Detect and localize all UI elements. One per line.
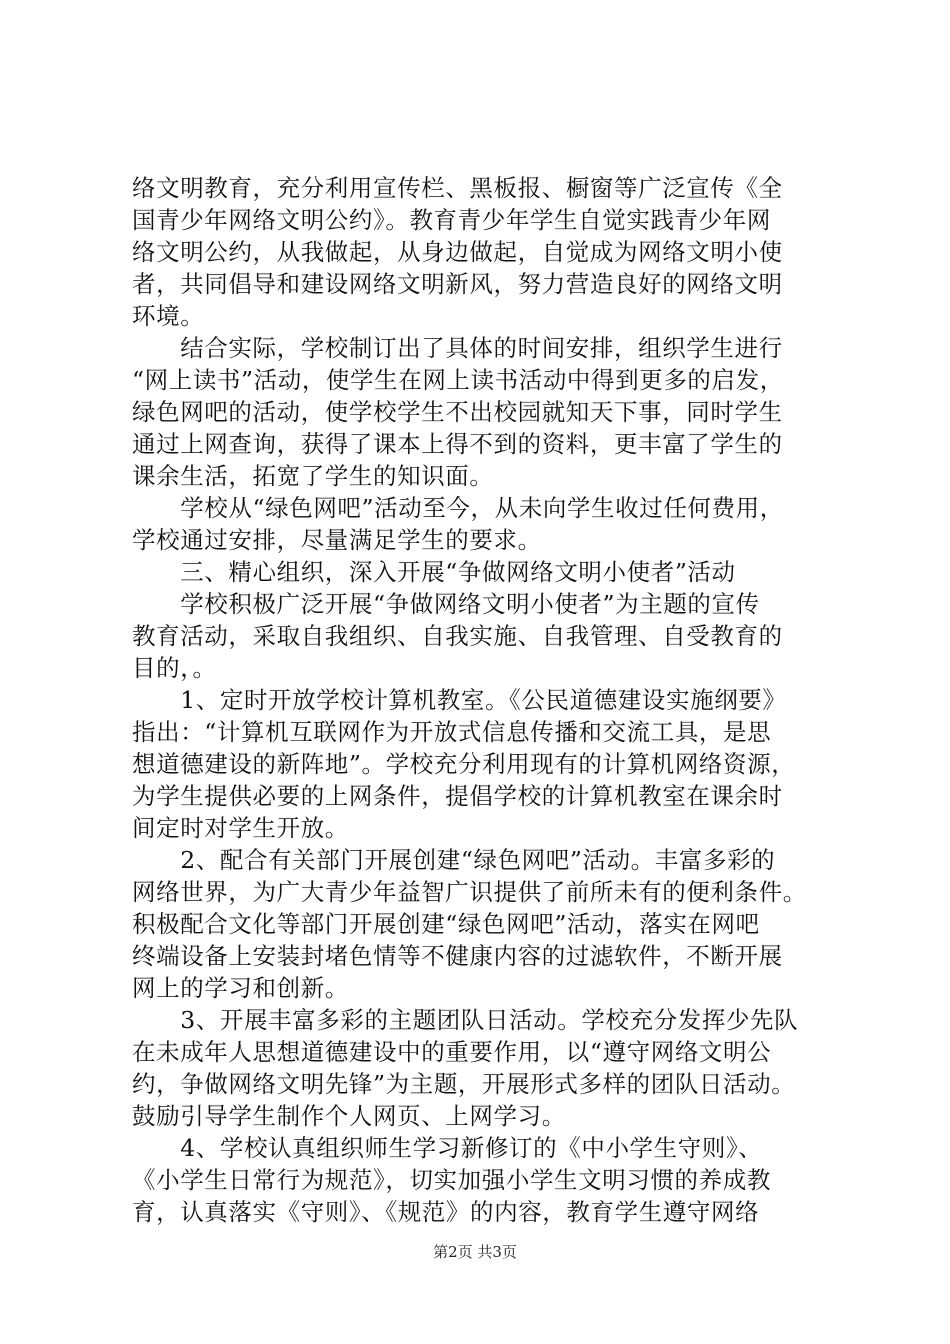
text-line: “网上读书”活动，使学生在网上读书活动中得到更多的启发， bbox=[132, 366, 784, 394]
text-line: 学校积极广泛开展“争做网络文明小使者”为主题的宣传 bbox=[132, 590, 760, 618]
text-line: 约，争做网络文明先锋”为主题，开展形式多样的团队日活动。 bbox=[132, 1070, 796, 1098]
text-line: 环境。 bbox=[132, 302, 205, 330]
text-line: 学校通过安排，尽量满足学生的要求。 bbox=[132, 526, 542, 554]
text-line: 学校从“绿色网吧”活动至今，从未向学生收过任何费用， bbox=[132, 494, 784, 522]
text-line: 终端设备上安装封堵色情等不健康内容的过滤软件，不断开展 bbox=[132, 942, 783, 970]
text-line: 积极配合文化等部门开展创建“绿色网吧”活动，落实在网吧 bbox=[132, 910, 760, 938]
text-line: 4、学校认真组织师生学习新修订的《中小学生守则》、 bbox=[132, 1134, 763, 1162]
text-line: 网络世界，为广大青少年益智广识提供了前所未有的便利条件。 bbox=[132, 878, 807, 906]
section-heading: 三、精心组织，深入开展“争做网络文明小使者”活动 bbox=[132, 558, 736, 586]
page-number-footer: 第2页 共3页 bbox=[433, 1243, 517, 1261]
text-line: 绿色网吧的活动，使学校学生不出校园就知天下事，同时学生 bbox=[132, 398, 783, 426]
text-line: 教育活动，采取自我组织、自我实施、自我管理、自受教育的 bbox=[132, 622, 783, 650]
text-line: 课余生活，拓宽了学生的知识面。 bbox=[132, 462, 494, 490]
text-line: 育，认真落实《守则》、《规范》的内容，教育学生遵守网络 bbox=[132, 1198, 760, 1226]
text-line: 在未成年人思想道德建设中的重要作用，以“遵守网络文明公 bbox=[132, 1038, 772, 1066]
text-line: 络文明教育，充分利用宣传栏、黑板报、橱窗等广泛宣传《全 bbox=[132, 174, 783, 202]
text-line: 结合实际，学校制订出了具体的时间安排，组织学生进行 bbox=[132, 334, 783, 362]
text-line: 为学生提供必要的上网条件，提倡学校的计算机教室在课余时 bbox=[132, 782, 783, 810]
text-line: 3、开展丰富多彩的主题团队日活动。学校充分发挥少先队 bbox=[132, 1006, 799, 1034]
text-line: 国青少年网络文明公约》。教育青少年学生自觉实践青少年网 bbox=[132, 206, 771, 234]
text-line: 指出：“计算机互联网作为开放式信息传播和交流工具，是思 bbox=[132, 718, 772, 746]
text-line: 间定时对学生开放。 bbox=[132, 814, 349, 842]
text-line: 目的，。 bbox=[132, 654, 217, 682]
text-line: 网上的学习和创新。 bbox=[132, 974, 349, 1002]
text-line: 《小学生日常行为规范》，切实加强小学生文明习惯的养成教 bbox=[132, 1166, 771, 1194]
text-line: 2、配合有关部门开展创建“绿色网吧”活动。丰富多彩的 bbox=[132, 846, 776, 874]
text-line: 通过上网查询，获得了课本上得不到的资料，更丰富了学生的 bbox=[132, 430, 783, 458]
text-line: 者，共同倡导和建设网络文明新风，努力营造良好的网络文明 bbox=[132, 270, 783, 298]
text-line: 想道德建设的新阵地”。学校充分利用现有的计算机网络资源， bbox=[132, 750, 796, 778]
text-line: 络文明公约，从我做起，从身边做起，自觉成为网络文明小使 bbox=[132, 238, 783, 266]
text-line: 鼓励引导学生制作个人网页、上网学习。 bbox=[132, 1102, 566, 1130]
text-line: 1、定时开放学校计算机教室。《公民道德建设实施纲要》 bbox=[132, 686, 787, 714]
